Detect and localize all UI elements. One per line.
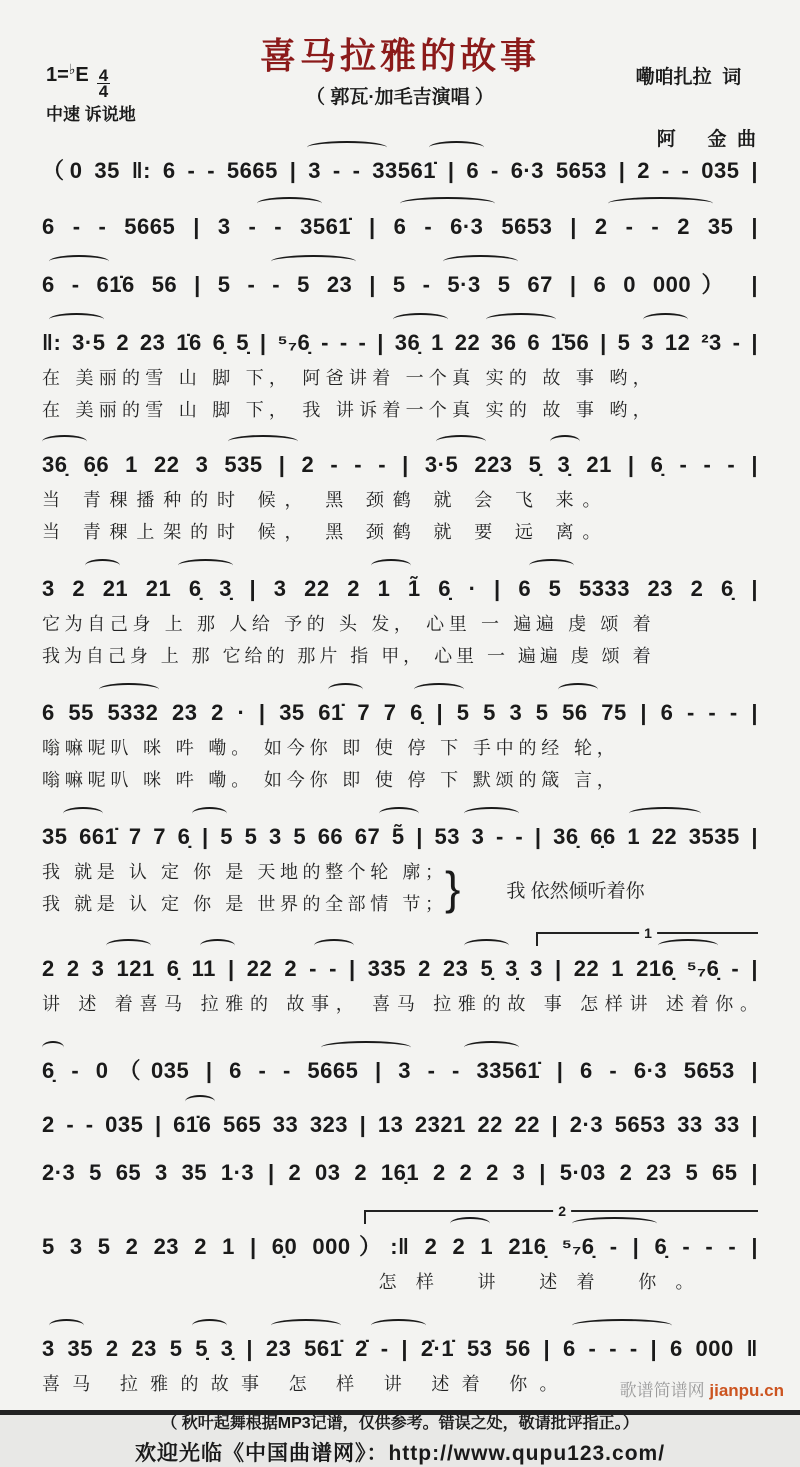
performer-subtitle: （ 郭瓦·加毛吉演唱 ） (306, 87, 494, 108)
credits (636, 62, 756, 155)
lyrics-line-5b: 当 青稞上架的时 候， 黑 颈鹤 就 要 远 离。 (42, 522, 601, 542)
notation-line-6: 3 2 21 21 6̣ 3̣ | 3 22 2 1 1̃ 6̣ · | 6 5 5333 23 2 6̣ | (42, 576, 758, 601)
lyrics-line-6a: 它为自己身 上 那 人给 予的 头 发， 心里 一 遍遍 虔 颂 着 (42, 614, 651, 634)
lyrics-line-5a: 当 青稞播种的时 候， 黑 颈鹤 就 会 飞 来。 (42, 490, 601, 510)
system-10 (42, 1054, 758, 1088)
volta-number-1: 1 (639, 925, 657, 941)
notation-line-9: 2 2 3 121 6̣ 11 | 22 2 - - | 335 2 23 5̣ 3̣ 3 | 22 1 216̣ ⁵₇6̣ - | (42, 956, 758, 981)
lyrics-line-4a: 在 美丽的雪 山 脚 下， 阿爸讲着 一个真 实的 故 事 哟， (42, 368, 651, 388)
system-11 (42, 1108, 758, 1142)
system-8 (42, 820, 758, 918)
system-12 (42, 1156, 758, 1190)
lyrics-line-6b: 我为自己身 上 那 它给的 那片 指 甲， 心里 一 遍遍 虔 颂 着 (42, 646, 651, 666)
watermark (620, 1376, 784, 1401)
watermark-domain: jianpu.cn (709, 1381, 784, 1400)
system-1 (42, 154, 758, 188)
side-lyric: 我 依然倾听着你 (506, 880, 645, 902)
volta-bracket-1 (536, 925, 758, 946)
notation-line-2: 6 - - 5665 | 3 - - 3561̇ | 6 - 6·3 5653 | 2 - - 2 35 | (42, 214, 758, 239)
notation-line-13: 5 3 5 2 23 2 1 | 6̣0 000）:‖ 2 2 1 216̣ ⁵₇6̣ - | 6̣ - - - | (42, 1234, 758, 1259)
notation-line-12: 2·3 5 65 3 35 1·3 | 2 03 2 16̣1 2 2 2 3 | 5·03 2 23 5 65 | (42, 1160, 758, 1185)
page-title: 喜马拉雅的故事 (259, 35, 540, 76)
system-6 (42, 572, 758, 670)
system-2 (42, 210, 758, 244)
notation-line-1: （0 35 ‖: 6 - - 5665 | 3 - - 33561̇ | 6 - 6·3 5653 | 2 - - 035 | (42, 158, 758, 183)
flat-icon: ♭ (68, 61, 76, 77)
lyrics-line-8a: 我 就是 认 定 你 是 天地的整个轮 廓； (42, 862, 443, 882)
site-banner (0, 1437, 800, 1467)
lyrics-line-14: 喜马 拉雅的故事 怎 样 讲 述着 你。 (42, 1374, 558, 1394)
lyricist-credit: 嘞咱扎拉 词 (635, 67, 742, 88)
system-7 (42, 696, 758, 794)
lyrics-brace-icon: } (444, 862, 461, 914)
site-banner-text: 欢迎光临《中国曲谱网》： (134, 1442, 389, 1465)
system-5 (42, 448, 758, 546)
lyrics-line-7b: 嗡嘛呢叭 咪 吽 嘞。 如今你 即 使 停 下 默颂的箴 言， (42, 770, 615, 790)
lyrics-line-7a: 嗡嘛呢叭 咪 吽 嘞。 如今你 即 使 停 下 手中的经 轮， (42, 738, 615, 758)
notation-line-3: 6 - 61̇6 56 | 5 - - 5 23 | 5 - 5·3 5 67 | 6 0 000） | (42, 272, 758, 297)
notation-line-11: 2 - - 035 | 61̇6 565 33 323 | 13 2321 22 22 | 2·3 5653 33 33 | (42, 1112, 758, 1137)
tempo-marking: 中速 诉说地 (46, 105, 136, 124)
lyrics-line-8b: 我 就是 认 定 你 是 世界的全部情 节； (42, 894, 443, 914)
lyrics-line-9: 讲 述 着喜马 拉雅的 故事， 喜马 拉雅的故 事 怎样讲 述着你。 (42, 994, 758, 1014)
lyrics-line-13: 怎样 讲 述着 你。 (378, 1272, 694, 1292)
key-and-time (46, 61, 110, 101)
system-3 (42, 268, 758, 302)
notation-line-8: 35 661̇ 7 7 6̣ | 5 5 3 5 66 67 5̃ | 53 3 - - | 36̣ 6̣6 1 22 3535 | (42, 824, 758, 849)
score-header (0, 16, 800, 150)
bottom-border (0, 1410, 800, 1415)
site-url: http://www.qupu123.com/ (388, 1442, 666, 1465)
lyrics-line-4b: 在 美丽的雪 山 脚 下， 我 讲诉着一个真 实的 故 事 哟， (42, 400, 651, 420)
time-signature: $\frac{4}{4}$ (98, 66, 109, 101)
notation-line-4: ‖: 3·5 2 23 1̇6 6̣ 5̣ | ⁵₇6̣ - - - | 36̣ 1 22 36 6 1̇56 | 5 3 12 ²3 - | (42, 330, 758, 355)
watermark-site-name: 歌谱简谱网 (619, 1381, 705, 1400)
notation-line-14: 3 35 2 23 5 5̣ 3̣ | 23 561̇ 2̇ - | 2̇·1̇ 53 56 | 6 - - - | 6 000 ‖ (42, 1336, 758, 1361)
key-signature: 1= ♭ E (46, 61, 89, 86)
composer-credit: 阿 金 曲 (656, 129, 756, 150)
system-9 (42, 925, 758, 1018)
volta-bracket-2 (364, 1203, 758, 1224)
notation-line-5: 36̣ 6̣6 1 22 3 535 | 2 - - - | 3·5 223 5̣ 3̣ 21 | 6̣ - - - | (42, 452, 758, 477)
volta-number-2: 2 (553, 1203, 571, 1219)
system-13 (42, 1203, 758, 1296)
lyrics-row-8 (42, 854, 758, 918)
notation-line-10: 6̣ - 0（035 | 6 - - 5665 | 3 - - 33561̇ | 6 - 6·3 5653 | (42, 1058, 758, 1083)
transcriber-note: （ 秋叶起舞根据MP3记谱，仅供参考。错误之处，敬请批评指正。） (161, 1415, 639, 1432)
system-4 (42, 326, 758, 424)
notation-line-7: 6 55 5332 23 2 · | 35 61̇ 7 7 6̣ | 5 5 3 5 56 75 | 6 - - - | (42, 700, 758, 725)
